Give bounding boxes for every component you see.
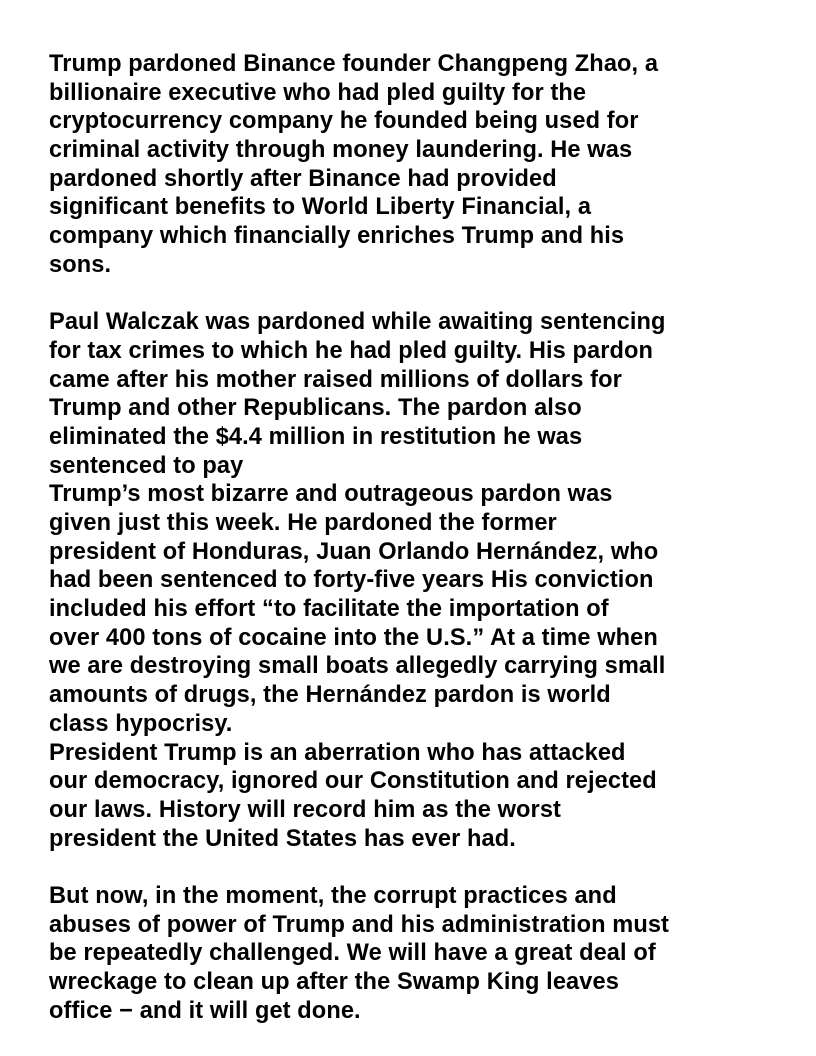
text-line: we are destroying small boats allegedly carrying small — [49, 653, 666, 680]
text-line: our laws. History will record him as the worst — [49, 796, 561, 823]
paragraph-spacer — [49, 853, 777, 882]
text-line: eliminated the $4.4 million in restitution he was — [49, 423, 583, 450]
text-line: came after his mother raised millions of dollars for — [49, 366, 622, 393]
text-line: amounts of drugs, the Hernández pardon is world — [49, 682, 611, 709]
text-line: cryptocurrency company he founded being used for — [49, 108, 639, 135]
text-line: But now, in the moment, the corrupt practices and — [49, 882, 617, 909]
paragraph-hernandez-pardon — [49, 480, 777, 738]
text-line: president the United States has ever had. — [49, 825, 516, 852]
text-line: included his effort “to facilitate the importation of — [49, 596, 609, 623]
text-line: company which financially enriches Trump and his — [49, 223, 625, 250]
text-line: Trump pardoned Binance founder Changpeng Zhao, a — [49, 51, 659, 77]
text-line: president of Honduras, Juan Orlando Hernández, who — [49, 538, 659, 565]
text-line: billionaire executive who had pled guilty for the — [49, 79, 587, 106]
text-line: sentenced to pay — [49, 452, 244, 479]
text-line: President Trump is an aberration who has attacked — [49, 739, 626, 766]
paragraph-binance-pardon — [49, 50, 777, 280]
text-line: Trump’s most bizarre and outrageous pardon was — [49, 481, 613, 508]
text-line: over 400 tons of cocaine into the U.S.” At a time when — [49, 624, 658, 651]
text-line: had been sentenced to forty-five years His conviction — [49, 567, 654, 594]
text-line: Paul Walczak was pardoned while awaiting sentencing — [49, 309, 666, 336]
text-line: criminal activity through money laundering. He was — [49, 137, 633, 164]
text-line: sons. — [49, 251, 112, 278]
paragraph-conclusion — [49, 882, 777, 1025]
text-line: given just this week. He pardoned the former — [49, 510, 557, 536]
paragraph-aberration — [49, 739, 777, 854]
text-line: our democracy, ignored our Constitution and rejected — [49, 768, 657, 795]
text-line: class hypocrisy. — [49, 710, 233, 737]
paragraph-walczak-pardon — [49, 308, 777, 480]
text-line: significant benefits to World Liberty Financial, a — [49, 194, 592, 221]
text-line: abuses of power of Trump and his administration must — [49, 911, 670, 938]
text-line: pardoned shortly after Binance had provided — [49, 165, 557, 192]
text-line: be repeatedly challenged. We will have a great deal of — [49, 940, 656, 967]
paragraph-spacer — [49, 280, 777, 309]
document-body — [49, 50, 777, 1025]
text-line: Trump and other Republicans. The pardon also — [49, 395, 582, 422]
text-line: wreckage to clean up after the Swamp King leaves — [49, 969, 619, 995]
text-line: office − and it will get done. — [49, 997, 361, 1024]
text-line: for tax crimes to which he had pled guilty. His pardon — [49, 337, 654, 364]
